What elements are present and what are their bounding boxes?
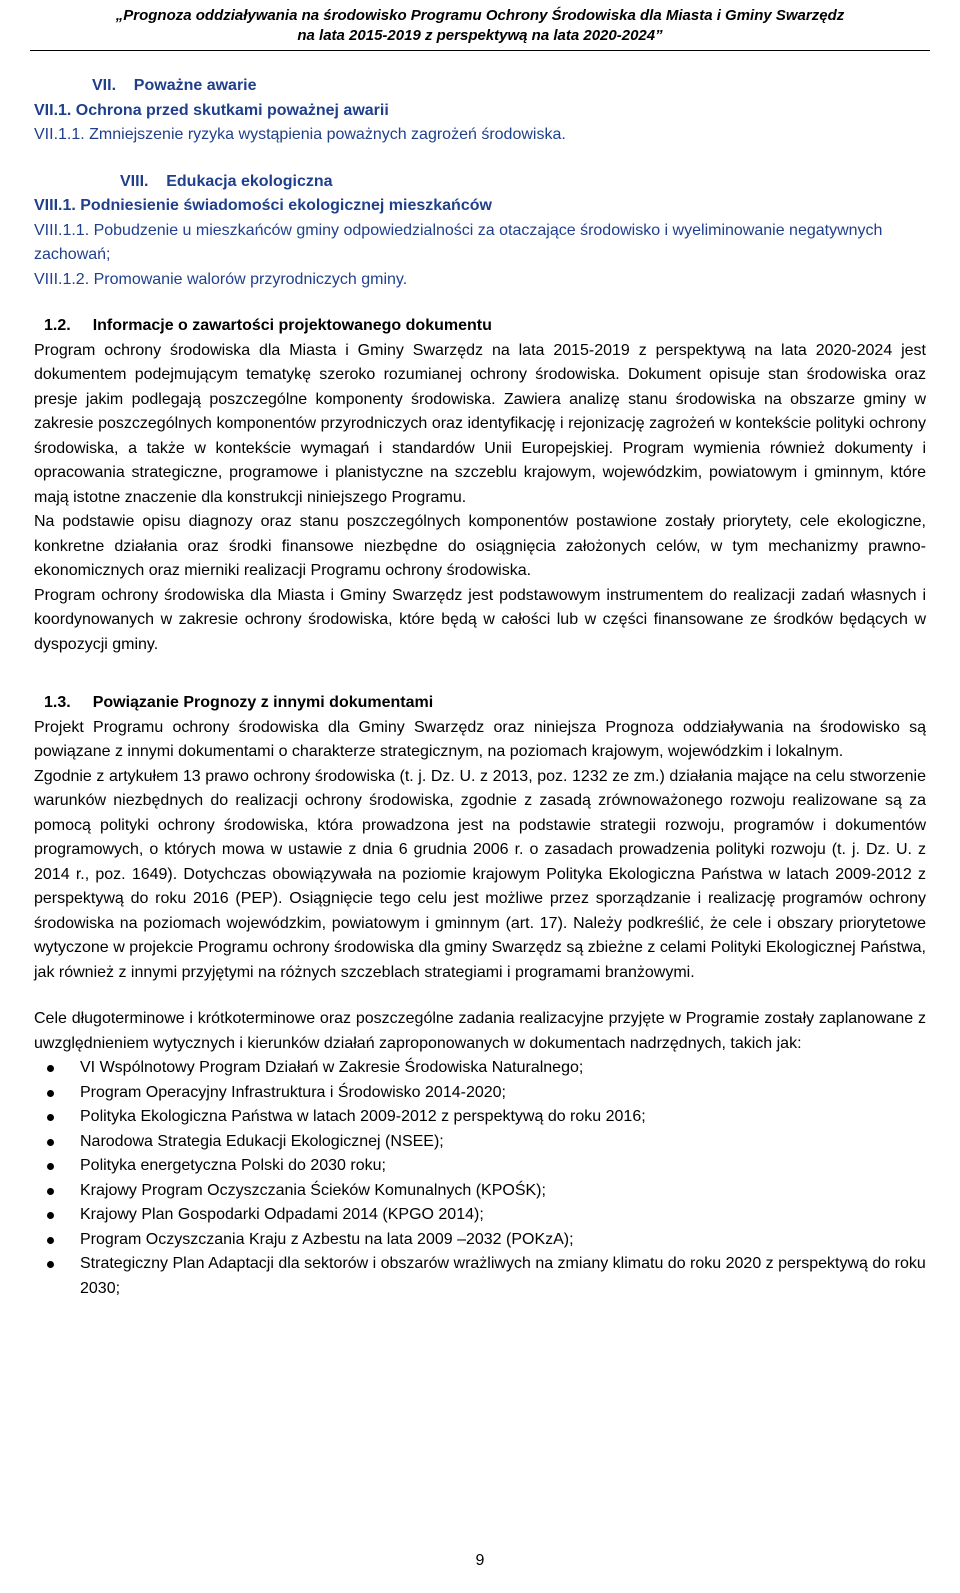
section-heading-1-3 [34, 691, 926, 716]
section-1-2-paragraph-3: Program ochrony środowiska dla Miasta i Gminy Swarzędz jest podstawowym instrumentem do realizacji zadań własnych i koordynowanych w zakresie ochrony środowiska, które będą w całości lub w części finansowane ze środków będących w dyspozycji gminy. [34, 586, 926, 653]
section-1-3-paragraph-2: Zgodnie z artykułem 13 prawo ochrony środowiska (t. j. Dz. U. z 2013, poz. 1232 ze zm.) działania mające na celu stworzenie warunków niezbędnych do realizacji ochrony środowiska, zgodnie z zasadą zrównoważonego rozwoju realizowane są za pomocą polityki ochrony środowiska, która prowadzona jest na podstawie strategii rozwoju, programów i dokumentów programowych, o których mowa w ustawie z dnia 6 grudnia 2006 r. o zasadach prowadzenia polityki rozwoju (t. j. Dz. U. z 2014 r., poz. 1649). Dotychczas obowiązywała na poziomie krajowym Polityka Ekologiczna Państwa w latach 2009-2012 z perspektywą do roku 2016 (PEP). Osiągnięcie tego celu jest możliwe przez sporządzanie i realizację programów ochrony środowiska na poziomach wojewódzkim, powiatowym i gminnym (art. 17). Należy podkreślić, że cele i obszary priorytetowe wytyczone w projekcie Programu ochrony środowiska dla gminy Swarzędz są zbieżne z celami Polityki Ekologicznej Państwa, jak również z innymi przyjętymi na różnych szczeblach strategiami i programami branżowymi. [34, 767, 926, 981]
toc-viii-title: Edukacja ekologiczna [166, 172, 333, 190]
running-header [30, 6, 930, 46]
toc-item-vii-1-1: VII.1.1. Zmniejszenie ryzyka wystąpienia poważnych zagrożeń środowiska. [34, 126, 566, 143]
section-1-2-title: Informacje o zawartości projektowanego dokumentu [92, 317, 492, 334]
toc-heading-vii [34, 74, 926, 99]
section-1-2-number: 1.2. [44, 317, 71, 334]
section-heading-1-2 [34, 314, 926, 339]
toc-vii-number: VII. [92, 77, 117, 94]
section-1-3-number: 1.3. [44, 694, 71, 711]
toc-vii-title: Poważne awarie [133, 77, 257, 94]
toc-item-viii-1: VIII.1. Podniesienie świadomości ekologicznej mieszkańców [34, 197, 492, 214]
toc-item-viii-1-1: VIII.1.1. Pobudzenie u mieszkańców gminy odpowiedzialności za otaczające środowisko i wyeliminowanie negatywnych zachowań; [34, 221, 883, 263]
list-item: Polityka Ekologiczna Państwa w latach 2009-2012 z perspektywą do roku 2016; [34, 1105, 926, 1130]
header-divider [30, 50, 930, 51]
section-1-2-paragraph-1: Program ochrony środowiska dla Miasta i Gminy Swarzędz na lata 2015-2019 z perspektywą na lata 2020-2024 jest dokumentem podejmującym tematykę szeroko rozumianej ochrony środowiska. Dokument opisuje stan środowiska oraz presje jakim podlegają poszczególne komponenty środowiska. Zawiera analizę stanu środowiska na obszarze gminy w zakresie poszczególnych komponentów przyrodniczych oraz identyfikację i rejonizację zagrożeń w kontekście polityki ochrony środowiska, a także w kontekście wymagań i standardów Unii Europejskiej. Program wymienia również dokumenty i opracowania strategiczne, programowe i planistyczne na szczeblu krajowym, wojewódzkim, powiatowym i gminnym, które mają istotne znaczenie dla konstrukcji niniejszego Programu. [34, 341, 926, 506]
list-item: VI Wspólnotowy Program Działań w Zakresie Środowiska Naturalnego; [34, 1056, 926, 1081]
list-item: Strategiczny Plan Adaptacji dla sektorów i obszarów wrażliwych na zmiany klimatu do roku 2020 z perspektywą do roku 2030; [34, 1252, 926, 1301]
list-item: Polityka energetyczna Polski do 2030 roku; [34, 1154, 926, 1179]
page-content [34, 74, 926, 1301]
toc-heading-viii [34, 170, 926, 195]
list-item: Krajowy Program Oczyszczania Ścieków Komunalnych (KPOŚK); [34, 1179, 926, 1204]
section-1-3-paragraph-1: Projekt Programu ochrony środowiska dla Gminy Swarzędz oraz niniejsza Prognoza oddziaływania na środowisko są powiązane z innymi dokumentami o charakterze strategicznym, na poziomach krajowym, wojewódzkim i lokalnym. [34, 718, 926, 760]
list-item: Program Operacyjny Infrastruktura i Środowisko 2014-2020; [34, 1081, 926, 1106]
toc-viii-number: VIII. [120, 172, 149, 190]
documents-list [34, 1056, 926, 1301]
list-item: Narodowa Strategia Edukacji Ekologicznej (NSEE); [34, 1130, 926, 1155]
list-item: Program Oczyszczania Kraju z Azbestu na lata 2009 –2032 (POKzA); [34, 1228, 926, 1253]
header-line-1: „Prognoza oddziaływania na środowisko Programu Ochrony Środowiska dla Miasta i Gminy Swarzędz [115, 7, 845, 24]
toc-item-viii-1-2: VIII.1.2. Promowanie walorów przyrodniczych gminy. [34, 270, 408, 288]
list-item: Krajowy Plan Gospodarki Odpadami 2014 (KPGO 2014); [34, 1203, 926, 1228]
header-line-2: na lata 2015-2019 z perspektywą na lata 2020-2024” [297, 27, 663, 44]
section-1-3-paragraph-3: Cele długoterminowe i krótkoterminowe oraz poszczególne zadania realizacyjne przyjęte w Programie zostały zaplanowane z uwzględnieniem wytycznych i kierunków działań zaproponowanych w dokumentach nadrzędnych, takich jak: [34, 1010, 926, 1052]
section-1-3-title: Powiązanie Prognozy z innymi dokumentami [92, 694, 434, 711]
page-number: 9 [475, 1552, 485, 1569]
section-1-2-paragraph-2: Na podstawie opisu diagnozy oraz stanu poszczególnych komponentów postawione zostały priorytety, cele ekologiczne, konkretne działania oraz środki finansowe niezbędne do osiągnięcia założonych celów, w tym mechanizmy prawno-ekonomicznych oraz mierniki realizacji Programu ochrony środowiska. [34, 513, 926, 579]
toc-item-vii-1: VII.1. Ochrona przed skutkami poważnej awarii [34, 101, 389, 119]
